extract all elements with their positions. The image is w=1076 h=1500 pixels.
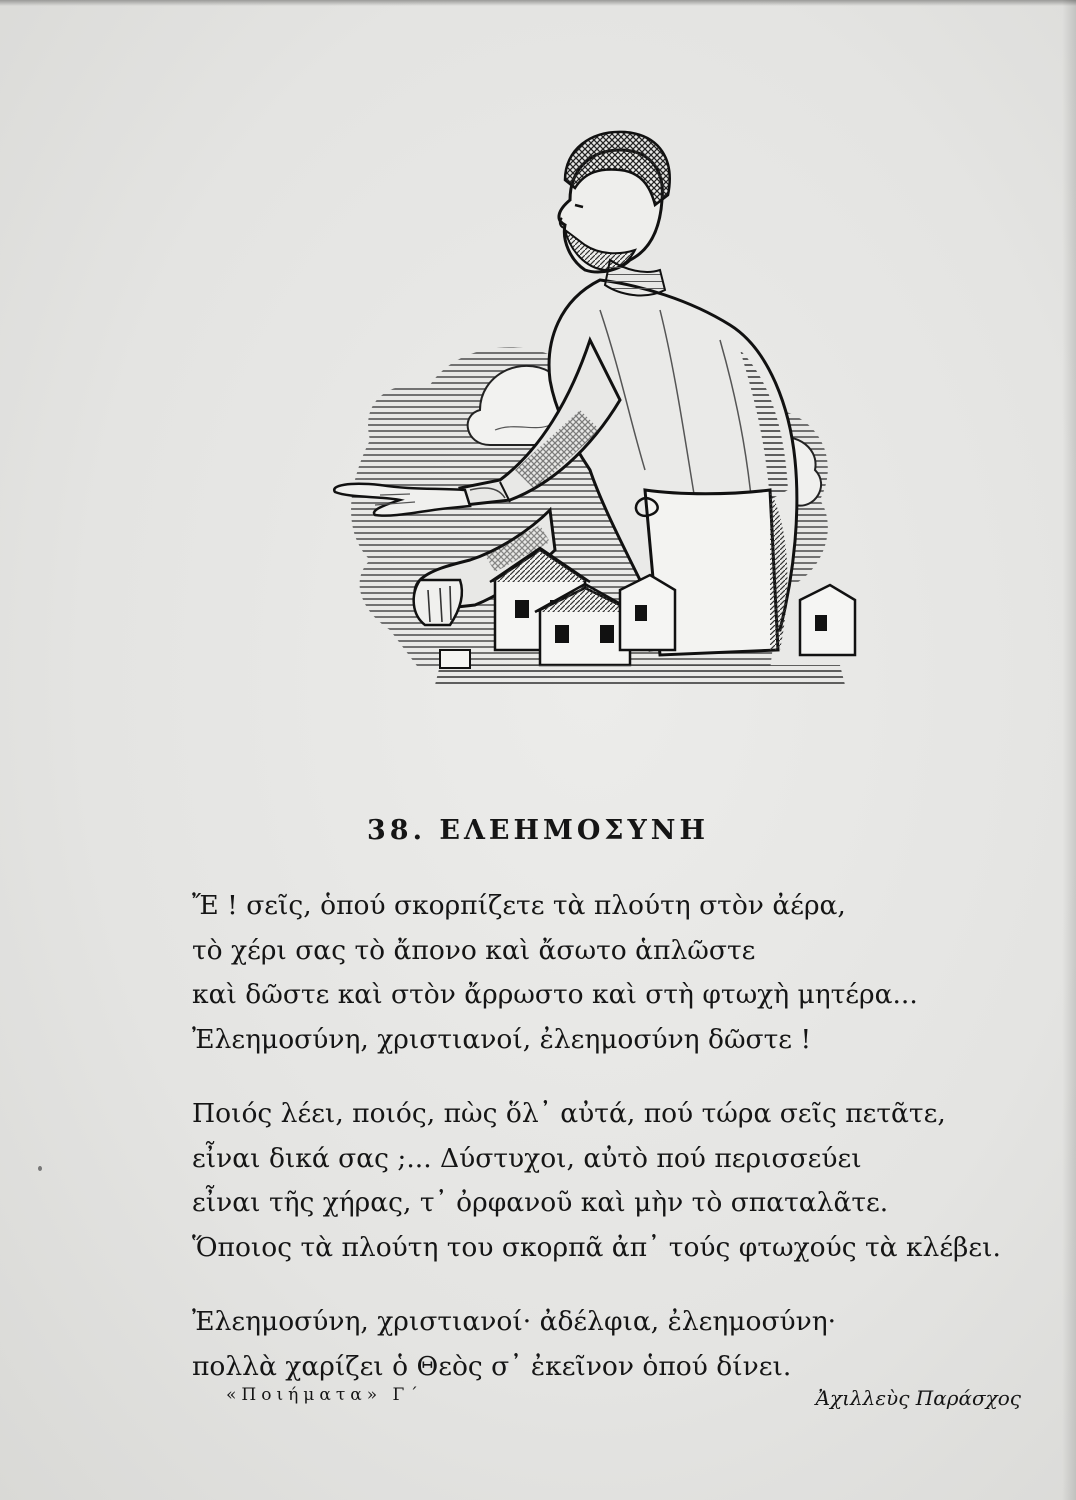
poem-line: Ἐλεημοσύνη, χριστιανοί· ἀδέλφια, ἐλεημοσύνη· — [192, 1306, 837, 1337]
page-edge-shadow — [1062, 0, 1076, 1500]
poem-body — [192, 884, 1052, 1419]
poem-title: 38. ΕΛΕΗΜΟΣΥΝΗ — [367, 815, 709, 846]
stanza-2 — [192, 1092, 1052, 1270]
poem-line: τὸ χέρι σας τὸ ἄπονο καὶ ἄσωτο ἁπλῶστε — [192, 934, 756, 966]
page-speck — [38, 1166, 42, 1171]
stanza-3 — [192, 1300, 1052, 1389]
page-top-edge — [0, 0, 1076, 6]
poem-line: πολλὰ χαρίζει ὁ Θεὸς σ᾽ ἐκεῖνον ὁπού δίνει. — [192, 1350, 792, 1382]
beggar-illustration — [300, 110, 860, 690]
poem-source: «Ποιήματα» Γ΄ — [226, 1385, 423, 1405]
poem-line: Ποιός λέει, ποιός, πὼς ὅλ᾽ αὐτά, πού τώρα σεῖς πετᾶτε, — [192, 1098, 946, 1129]
poem-line: καὶ δῶστε καὶ στὸν ἄρρωστο καὶ στὴ φτωχὴ μητέρα... — [192, 979, 918, 1010]
poem-line: εἶναι τῆς χήρας, τ᾽ ὀρφανοῦ καὶ μὴν τὸ σπαταλᾶτε. — [192, 1187, 889, 1218]
poem-author: Ἀχιλλεὺς Παράσχος — [815, 1386, 1021, 1410]
poem-line: Ἔ ! σεῖς, ὁπού σκορπίζετε τὰ πλούτη στὸν ἀέρα, — [192, 890, 846, 921]
poem-line: εἶναι δικά σας ;... Δύστυχοι, αὐτὸ πού περισσεύει — [192, 1142, 862, 1174]
stanza-1 — [192, 884, 1052, 1062]
poem-line: Ὅποιος τὰ πλούτη του σκορπᾶ ἀπ᾽ τούς φτωχούς τὰ κλέβει. — [192, 1231, 1001, 1263]
poem-line: Ἐλεημοσύνη, χριστιανοί, ἐλεημοσύνη δῶστε ! — [192, 1023, 812, 1055]
